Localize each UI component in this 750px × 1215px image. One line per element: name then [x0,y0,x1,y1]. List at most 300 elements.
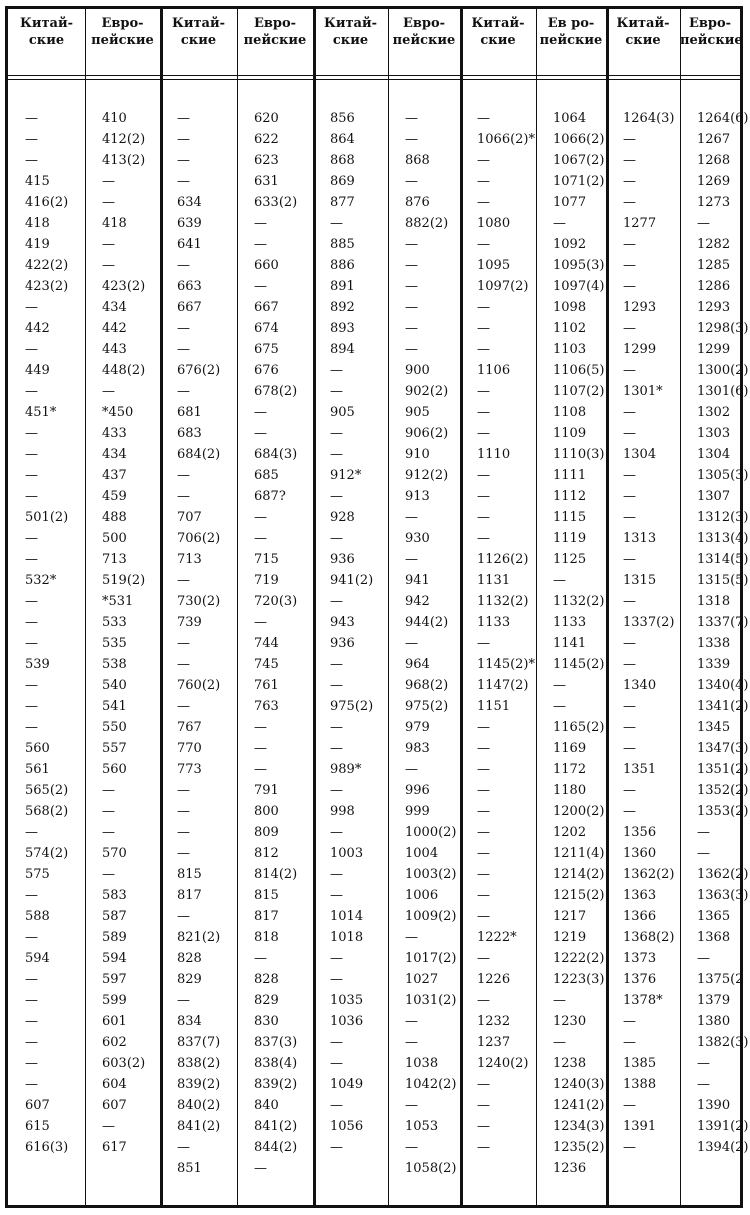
table-cell: 1180 [553,783,587,798]
table-cell: 1119 [553,531,587,546]
table-cell: 674 [254,321,279,336]
table-cell: — [477,741,490,756]
table-cell: 894 [330,342,355,357]
table-cell: 902(2) [405,384,449,399]
table-cell: 540 [102,678,127,693]
table-cell: — [102,174,115,189]
table-cell: 1304 [623,447,657,462]
table-cell: 1095(3) [553,258,605,273]
table-cell: — [623,1140,636,1155]
table-cell: — [697,216,710,231]
table-cell: — [330,426,343,441]
table-cell: 989* [330,762,362,777]
table-cell: 1307 [697,489,731,504]
table-cell: 876 [405,195,430,210]
table-cell: 761 [254,678,279,693]
table-cell: — [623,237,636,252]
table-cell: — [477,384,490,399]
table-cell: 1165(2) [553,720,605,735]
table-cell: 791 [254,783,279,798]
table-cell: 633(2) [254,195,298,210]
table-cell: 1315 [623,573,657,588]
column-divider [460,9,463,1205]
table-cell: 1313 [623,531,657,546]
table-cell: — [477,846,490,861]
table-cell: 1172 [553,762,587,777]
table-cell: — [477,867,490,882]
table-cell: 1110 [477,447,511,462]
table-cell: 684(3) [254,447,298,462]
table-cell: — [25,1077,38,1092]
table-cell: — [623,321,636,336]
table-cell: 459 [102,489,127,504]
table-cell: 817 [177,888,202,903]
table-cell: 1071(2) [553,174,605,189]
table-cell: — [25,930,38,945]
table-cell: — [25,1056,38,1071]
table-cell: 1219 [553,930,587,945]
table-cell: — [25,615,38,630]
table-cell: 841(2) [254,1119,298,1134]
table-cell: 588 [25,909,50,924]
table-cell: — [697,951,710,966]
table-cell: 418 [102,216,127,231]
table-cell: — [623,1098,636,1113]
table-cell: — [477,468,490,483]
table-cell: — [477,342,490,357]
table-cell: 1111 [553,468,587,483]
table-cell: 604 [102,1077,127,1092]
table-cell: — [697,1056,710,1071]
table-cell: 1132(2) [553,594,605,609]
table-cell: 568(2) [25,804,69,819]
table-cell: — [177,489,190,504]
table-cell: 575 [25,867,50,882]
table-cell: — [623,741,636,756]
table-cell: 1042(2) [405,1077,457,1092]
table-cell: — [330,867,343,882]
table-cell: 1132(2) [477,594,529,609]
table-cell: 1362(2) [697,867,749,882]
table-cell: 1009(2) [405,909,457,924]
table-cell: 719 [254,573,279,588]
table-cell: 900 [405,363,430,378]
table-cell: 1238 [553,1056,587,1071]
table-cell: — [477,951,490,966]
table-cell: 419 [25,237,50,252]
table-cell: 1268 [697,153,731,168]
table-cell: 983 [405,741,430,756]
table-cell: 550 [102,720,127,735]
table-cell: 1301(6) [697,384,749,399]
table-cell: — [25,426,38,441]
column-divider [313,9,316,1205]
table-cell: 535 [102,636,127,651]
table-cell: 744 [254,636,279,651]
table-cell: — [254,405,267,420]
table-cell: 893 [330,321,355,336]
table-cell: 941 [405,573,430,588]
table-cell: 1004 [405,846,439,861]
table-cell: 841(2) [177,1119,221,1134]
table-cell: 1097(4) [553,279,605,294]
table-cell: — [330,1098,343,1113]
table-cell: 589 [102,930,127,945]
table-cell: 1235(2) [553,1140,605,1155]
table-cell: 423(2) [102,279,146,294]
table-cell: 1368(2) [623,930,675,945]
table-cell: 1217 [553,909,587,924]
table-cell: 1066(2) [553,132,605,147]
table-cell: 412(2) [102,132,146,147]
table-cell: 1362(2) [623,867,675,882]
table-cell: — [477,405,490,420]
table-cell: 539 [25,657,50,672]
table-cell: — [177,468,190,483]
column-header: Евро- пейские [392,16,456,48]
table-cell: 773 [177,762,202,777]
column-header: Китай- ские [616,16,670,48]
table-cell: 1035 [330,993,364,1008]
table-cell: 821(2) [177,930,221,945]
table-cell: — [623,657,636,672]
table-cell: 1302 [697,405,731,420]
table-cell: — [254,741,267,756]
table-cell: 415 [25,174,50,189]
table-cell: 620 [254,111,279,126]
table-cell: — [25,447,38,462]
table-cell: — [177,384,190,399]
table-cell: 1056 [330,1119,364,1134]
table-cell: — [477,111,490,126]
table-cell: 851 [177,1161,202,1176]
table-cell: — [553,216,566,231]
table-cell: — [623,720,636,735]
table-cell: — [553,993,566,1008]
table-cell: 1385 [623,1056,657,1071]
table-cell: — [330,489,343,504]
table-cell: 423(2) [25,279,69,294]
table-cell: — [477,720,490,735]
column-divider [606,9,609,1205]
table-cell: — [330,951,343,966]
table-cell: 1382(3) [697,1035,749,1050]
table-cell: 1240(2) [477,1056,529,1071]
numbers-table [5,6,749,1208]
table-cell: 565(2) [25,783,69,798]
table-cell: 1003(2) [405,867,457,882]
table-cell: — [254,615,267,630]
table-cell: — [553,573,566,588]
table-cell: — [405,1098,418,1113]
table-cell: 730(2) [177,594,221,609]
table-cell: 885 [330,237,355,252]
table-cell: 886 [330,258,355,273]
table-cell: 1375(2 [697,972,744,987]
table-cell: 942 [405,594,430,609]
table-cell: 413(2) [102,153,146,168]
table-cell: — [330,447,343,462]
table-cell: 882(2) [405,216,449,231]
table-cell: — [623,552,636,567]
table-cell: 815 [254,888,279,903]
table-cell: — [405,300,418,315]
column-divider [536,9,537,1205]
table-cell: — [25,1014,38,1029]
table-cell: — [477,153,490,168]
table-cell: 1303 [697,426,731,441]
table-cell: 615 [25,1119,50,1134]
table-cell: 1133 [553,615,587,630]
table-cell: 1282 [697,237,731,252]
column-header: Китай- ские [172,16,225,48]
table-cell: 1352(2) [697,783,749,798]
table-cell: 631 [254,174,279,189]
table-cell: — [177,321,190,336]
table-cell: — [25,468,38,483]
table-cell: 739 [177,615,202,630]
table-cell: 681 [177,405,202,420]
table-cell: 809 [254,825,279,840]
table-cell: 834 [177,1014,202,1029]
table-cell: — [25,993,38,1008]
table-cell: 837(7) [177,1035,221,1050]
table-cell: 560 [102,762,127,777]
table-cell: — [477,888,490,903]
table-cell: 1300(2) [697,363,749,378]
table-cell: 1286 [697,279,731,294]
table-cell: 912* [330,468,362,483]
table-cell: — [623,258,636,273]
table-cell: 1293 [697,300,731,315]
column-header: Евро- пейские [91,16,154,48]
table-cell: 856 [330,111,355,126]
table-cell: 1202 [553,825,587,840]
table-cell: 1109 [553,426,587,441]
table-cell: 1378* [623,993,663,1008]
table-cell: 1338 [697,636,731,651]
table-cell: 676(2) [177,363,221,378]
table-cell: — [477,321,490,336]
table-cell: 616(3) [25,1140,69,1155]
column-header: Китай- ские [20,16,73,48]
table-cell: 839(2) [177,1077,221,1092]
table-cell: 1353(2) [697,804,749,819]
table-cell: 760(2) [177,678,221,693]
table-cell: — [330,531,343,546]
table-cell: — [102,804,115,819]
table-cell: 1360 [623,846,657,861]
table-cell: 998 [330,804,355,819]
table-cell: 1267 [697,132,731,147]
table-cell: 1077 [553,195,587,210]
table-cell: *531 [102,594,134,609]
table-cell: 1222* [477,930,517,945]
table-cell: 678(2) [254,384,298,399]
table-cell: 533 [102,615,127,630]
table-cell: 1141 [553,636,587,651]
table-cell: 1394(2) [697,1140,749,1155]
table-cell: 634 [177,195,202,210]
table-cell: 1103 [553,342,587,357]
table-cell: 906(2) [405,426,449,441]
table-cell: — [477,825,490,840]
table-cell: — [405,342,418,357]
table-cell: — [477,195,490,210]
table-cell: — [177,342,190,357]
table-cell: 1376 [623,972,657,987]
table-cell: — [330,825,343,840]
table-cell: 968(2) [405,678,449,693]
table-cell: 623 [254,153,279,168]
table-cell: — [254,279,267,294]
table-cell: 1318 [697,594,731,609]
table-cell: — [623,1035,636,1050]
table-cell: — [623,426,636,441]
table-cell: 1237 [477,1035,511,1050]
table-cell: — [254,510,267,525]
table-cell: 1298(3) [697,321,749,336]
table-cell: — [254,426,267,441]
table-cell: 1222(2) [553,951,605,966]
column-divider [237,9,238,1205]
table-cell: — [102,237,115,252]
table-cell: 683 [177,426,202,441]
table-cell: — [405,132,418,147]
table-cell: 837(3) [254,1035,298,1050]
table-cell: 1049 [330,1077,364,1092]
table-cell: — [477,1098,490,1113]
table-cell: 1058(2) [405,1161,457,1176]
table-cell: 936 [330,636,355,651]
table-cell: 767 [177,720,202,735]
table-cell: 451* [25,405,57,420]
table-cell: — [477,531,490,546]
table-cell: 561 [25,762,50,777]
table-cell: — [623,279,636,294]
table-cell: 1299 [697,342,731,357]
table-cell: — [477,174,490,189]
table-cell: — [330,678,343,693]
table-cell: 667 [177,300,202,315]
table-cell: — [254,216,267,231]
table-cell: 707 [177,510,202,525]
table-cell: 1293 [623,300,657,315]
table-cell: 434 [102,300,127,315]
table-cell: — [623,594,636,609]
table-cell: — [25,699,38,714]
table-cell: 639 [177,216,202,231]
table-cell: 1347(3) [697,741,749,756]
table-cell: 422(2) [25,258,69,273]
table-cell: 1092 [553,237,587,252]
table-cell: — [177,699,190,714]
table-cell: 1038 [405,1056,439,1071]
table-cell: 812 [254,846,279,861]
table-cell: 1305(3) [697,468,749,483]
column-header: Китай- ские [471,16,525,48]
table-cell: — [102,825,115,840]
table-cell: 905 [330,405,355,420]
table-cell: — [25,153,38,168]
table-cell: 1366 [623,909,657,924]
table-cell: — [477,636,490,651]
table-cell: — [177,993,190,1008]
table-cell: — [330,363,343,378]
table-cell: 1313(4) [697,531,749,546]
table-cell: — [330,657,343,672]
table-cell: 869 [330,174,355,189]
table-cell: — [477,489,490,504]
table-cell: 838(4) [254,1056,298,1071]
table-cell: 1315(5) [697,573,749,588]
table-cell: — [477,237,490,252]
table-cell: 418 [25,216,50,231]
table-cell: 1232 [477,1014,511,1029]
table-cell: — [177,846,190,861]
table-cell: 1368 [697,930,731,945]
table-cell: 964 [405,657,430,672]
table-cell: — [477,1140,490,1155]
table-cell: — [623,363,636,378]
table-cell: 602 [102,1035,127,1050]
table-cell: — [177,111,190,126]
table-cell: — [477,993,490,1008]
table-cell: 1226 [477,972,511,987]
table-cell: — [623,132,636,147]
table-cell: — [25,489,38,504]
table-cell: 1391(2) [697,1119,749,1134]
table-cell: — [177,258,190,273]
table-cell: 607 [25,1098,50,1113]
table-cell: — [177,573,190,588]
table-cell: 763 [254,699,279,714]
table-cell: 687? [254,489,286,504]
table-cell: 532* [25,573,57,588]
table-cell: — [25,888,38,903]
table-cell: — [405,279,418,294]
table-cell: — [254,951,267,966]
table-cell: 975(2) [405,699,449,714]
table-cell: 868 [405,153,430,168]
table-cell: — [477,1077,490,1092]
table-cell: 905 [405,405,430,420]
table-cell: 1147(2) [477,678,529,693]
table-cell: — [25,342,38,357]
table-cell: — [102,1119,115,1134]
column-header: Евро- пейские [243,16,307,48]
table-cell: — [553,699,566,714]
table-cell: 1145(2) [553,657,605,672]
table-cell: — [330,216,343,231]
table-cell: 928 [330,510,355,525]
column-divider [85,9,86,1205]
table-cell: 676 [254,363,279,378]
table-cell: 1131 [477,573,511,588]
table-cell: 1097(2) [477,279,529,294]
table-cell: 892 [330,300,355,315]
table-cell: 663 [177,279,202,294]
table-cell: 1053 [405,1119,439,1134]
table-cell: 1214(2) [553,867,605,882]
table-cell: 557 [102,741,127,756]
column-header: Ев ро- пейские [539,16,603,48]
table-cell: 594 [102,951,127,966]
table-cell: 1240(3) [553,1077,605,1092]
table-cell: — [697,846,710,861]
table-cell: 667 [254,300,279,315]
table-cell: 1106 [477,363,511,378]
